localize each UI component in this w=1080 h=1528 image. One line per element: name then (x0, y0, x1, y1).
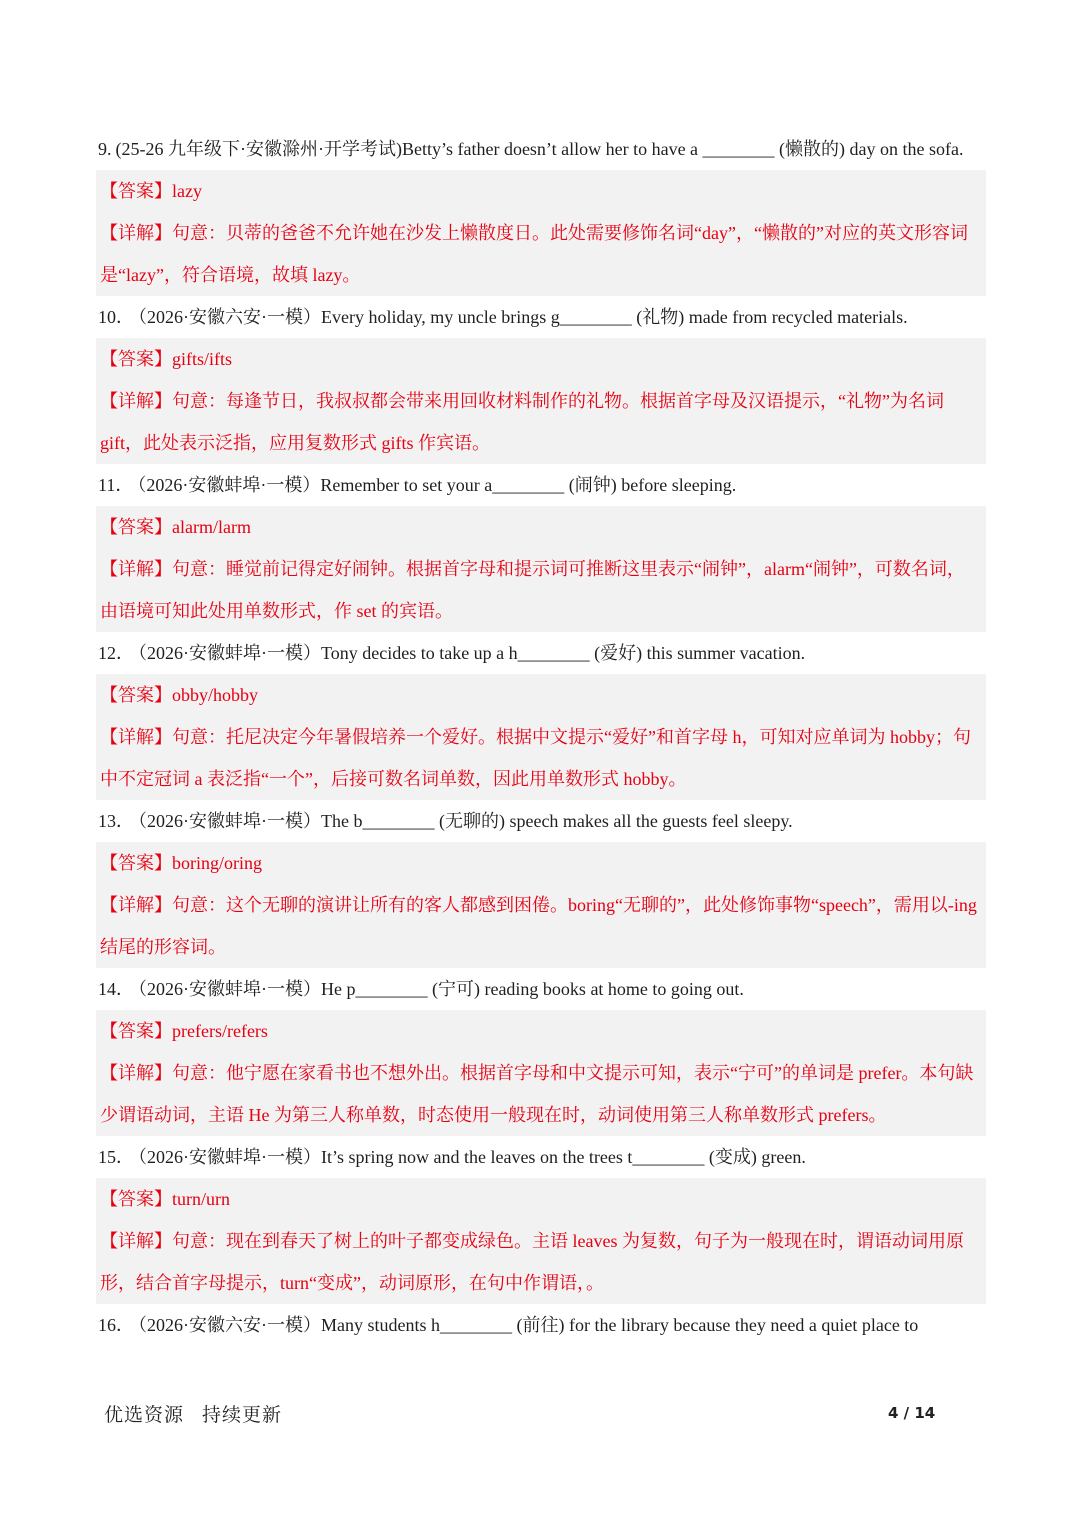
answer-line (100, 674, 982, 716)
question-text (96, 128, 986, 170)
explanation-tag: 【详解】 (100, 727, 172, 747)
answer-value: lazy (172, 181, 202, 201)
explanation-tag: 【详解】 (100, 1063, 172, 1083)
explanation-text: 句意：每逢节日，我叔叔都会带来用回收材料制作的礼物。根据首字母及汉语提示，“礼物”为名词 gift，此处表示泛指，应用复数形式 gifts 作宾语。 (100, 391, 944, 453)
explanation-tag: 【详解】 (100, 391, 172, 411)
explanation-line (100, 1052, 982, 1136)
answer-block (96, 1178, 986, 1304)
question-text (96, 296, 986, 338)
answer-line (100, 1010, 982, 1052)
explanation-tag: 【详解】 (100, 895, 172, 915)
answer-line (100, 842, 982, 884)
question-body: (25-26 九年级下·安徽滁州·开学考试)Betty’s father doesn’t allow her to have a ________ (懒散的) day on the sofa. (115, 139, 964, 159)
question-body: （2026·安徽蚌埠·一模）It’s spring now and the leaves on the trees t________ (变成) green. (138, 1147, 806, 1167)
explanation-text: 句意：这个无聊的演讲让所有的客人都感到困倦。boring“无聊的”，此处修饰事物“speech”，需用以-ing 结尾的形容词。 (100, 895, 977, 957)
question-body: （2026·安徽六安·一模）Every holiday, my uncle brings g________ (礼物) made from recycled materials. (138, 307, 908, 327)
explanation-text: 句意：睡觉前记得定好闹钟。根据首字母和提示词可推断这里表示“闹钟”，alarm“闹钟”，可数名词，由语境可知此处用单数形式，作 set 的宾语。 (100, 559, 965, 621)
question-number: 16． (98, 1315, 134, 1335)
answer-value: alarm/larm (172, 517, 251, 537)
answer-tag: 【答案】 (100, 685, 172, 705)
explanation-line (100, 884, 982, 968)
explanation-line (100, 212, 982, 296)
page-number: 4 / 14 (888, 1404, 936, 1422)
answer-line (100, 338, 982, 380)
question-text (96, 968, 986, 1010)
explanation-line (100, 1220, 982, 1304)
explanation-line (100, 380, 982, 464)
explanation-text: 句意：他宁愿在家看书也不想外出。根据首字母和中文提示可知，表示“宁可”的单词是 prefer。本句缺少谓语动词，主语 He 为第三人称单数，时态使用一般现在时，动词使用第三人称单数形式 prefers。 (100, 1063, 974, 1125)
answer-block (96, 842, 986, 968)
answer-block (96, 674, 986, 800)
explanation-text: 句意：现在到春天了树上的叶子都变成绿色。主语 leaves 为复数，句子为一般现在时，谓语动词用原形，结合首字母提示，turn“变成”，动词原形，在句中作谓语，。 (100, 1231, 964, 1293)
question-number: 13． (98, 811, 134, 831)
answer-line (100, 1178, 982, 1220)
explanation-tag: 【详解】 (100, 223, 172, 243)
question-number: 15． (98, 1147, 134, 1167)
question-body: （2026·安徽蚌埠·一模）The b________ (无聊的) speech makes all the guests feel sleepy. (138, 811, 793, 831)
question-body: （2026·安徽蚌埠·一模）Tony decides to take up a h________ (爱好) this summer vacation. (138, 643, 806, 663)
answer-value: boring/oring (172, 853, 262, 873)
explanation-text: 句意：贝蒂的爸爸不允许她在沙发上懒散度日。此处需要修饰名词“day”，“懒散的”对应的英文形容词是“lazy”，符合语境，故填 lazy。 (100, 223, 968, 285)
answer-tag: 【答案】 (100, 181, 172, 201)
question-body: （2026·安徽蚌埠·一模）Remember to set your a________ (闹钟) before sleeping. (137, 475, 737, 495)
explanation-tag: 【详解】 (100, 559, 172, 579)
answer-tag: 【答案】 (100, 1021, 172, 1041)
footer-slogan-2: 持续更新 (202, 1404, 283, 1426)
answer-block (96, 1010, 986, 1136)
question-text (96, 800, 986, 842)
question-number: 11． (98, 475, 134, 495)
explanation-line (100, 716, 982, 800)
answer-value: obby/hobby (172, 685, 259, 705)
question-list (96, 128, 986, 1346)
answer-tag: 【答案】 (100, 853, 172, 873)
question-number: 10． (98, 307, 134, 327)
footer-slogan (104, 1400, 282, 1427)
footer-slogan-1: 优选资源 (104, 1404, 185, 1426)
answer-block (96, 506, 986, 632)
question-body: （2026·安徽六安·一模）Many students h________ (前往) for the library because they need a quiet place to (138, 1315, 919, 1335)
question-text (96, 632, 986, 674)
answer-tag: 【答案】 (100, 349, 172, 369)
question-body: （2026·安徽蚌埠·一模）He p________ (宁可) reading books at home to going out. (138, 979, 744, 999)
question-text (96, 1304, 986, 1346)
question-text (96, 1136, 986, 1178)
question-number: 12． (98, 643, 134, 663)
answer-value: gifts/ifts (172, 349, 233, 369)
answer-tag: 【答案】 (100, 517, 172, 537)
explanation-text: 句意：托尼决定今年暑假培养一个爱好。根据中文提示“爱好”和首字母 h，可知对应单词为 hobby；句中不定冠词 a 表泛指“一个”，后接可数名词单数，因此用单数形式 hobby。 (100, 727, 971, 789)
answer-line (100, 506, 982, 548)
answer-tag: 【答案】 (100, 1189, 172, 1209)
question-number: 14． (98, 979, 134, 999)
answer-block (96, 170, 986, 296)
question-text (96, 464, 986, 506)
question-number: 9. (98, 139, 112, 159)
explanation-line (100, 548, 982, 632)
answer-value: turn/urn (172, 1189, 230, 1209)
answer-line (100, 170, 982, 212)
answer-block (96, 338, 986, 464)
explanation-tag: 【详解】 (100, 1231, 172, 1251)
answer-value: prefers/refers (172, 1021, 268, 1041)
